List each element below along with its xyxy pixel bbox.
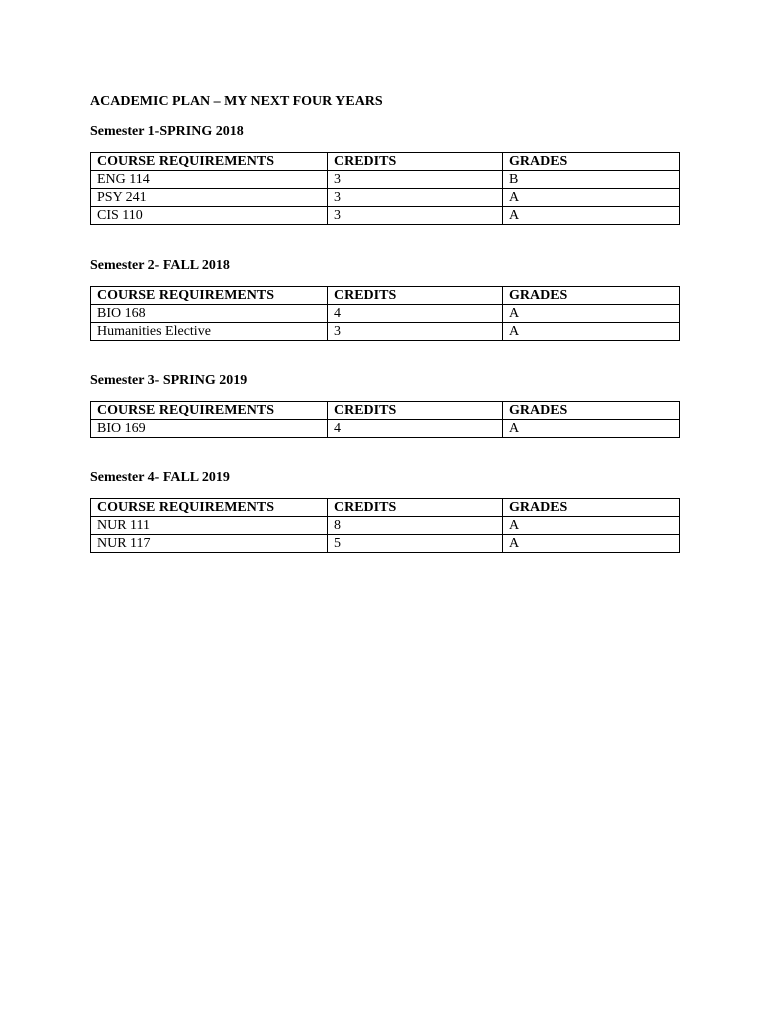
semester-1-heading: Semester 1-SPRING 2018 [90, 124, 244, 139]
table-header-row [91, 287, 680, 305]
grade-cell: A [503, 323, 680, 341]
header-credits: CREDITS [328, 402, 503, 420]
course-cell: Humanities Elective [91, 323, 328, 341]
credits-cell: 3 [328, 323, 503, 341]
credits-cell: 3 [328, 171, 503, 189]
table-row [91, 517, 680, 535]
header-grades: GRADES [503, 287, 680, 305]
credits-cell: 3 [328, 207, 503, 225]
semester-3-heading: Semester 3- SPRING 2019 [90, 373, 248, 388]
header-course-requirements: COURSE REQUIREMENTS [91, 499, 328, 517]
credits-cell: 4 [328, 420, 503, 438]
header-course-requirements: COURSE REQUIREMENTS [91, 287, 328, 305]
credits-cell: 5 [328, 535, 503, 553]
semester-4-table [90, 498, 680, 553]
credits-cell: 3 [328, 189, 503, 207]
header-grades: GRADES [503, 153, 680, 171]
semester-2-table [90, 286, 680, 341]
course-cell: BIO 169 [91, 420, 328, 438]
header-credits: CREDITS [328, 287, 503, 305]
course-cell: ENG 114 [91, 171, 328, 189]
table-header-row [91, 153, 680, 171]
header-credits: CREDITS [328, 153, 503, 171]
grade-cell: A [503, 189, 680, 207]
header-grades: GRADES [503, 402, 680, 420]
header-credits: CREDITS [328, 499, 503, 517]
grade-cell: A [503, 535, 680, 553]
credits-cell: 8 [328, 517, 503, 535]
document-title: ACADEMIC PLAN – MY NEXT FOUR YEARS [90, 94, 383, 109]
grade-cell: A [503, 420, 680, 438]
grade-cell: A [503, 517, 680, 535]
semester-4-heading: Semester 4- FALL 2019 [90, 470, 230, 485]
course-cell: CIS 110 [91, 207, 328, 225]
semester-2-heading: Semester 2- FALL 2018 [90, 258, 230, 273]
semester-3-table [90, 401, 680, 438]
course-cell: NUR 117 [91, 535, 328, 553]
grade-cell: B [503, 171, 680, 189]
table-row [91, 207, 680, 225]
course-cell: PSY 241 [91, 189, 328, 207]
table-header-row [91, 499, 680, 517]
semester-1-table [90, 152, 680, 225]
course-cell: NUR 111 [91, 517, 328, 535]
course-cell: BIO 168 [91, 305, 328, 323]
header-grades: GRADES [503, 499, 680, 517]
header-course-requirements: COURSE REQUIREMENTS [91, 153, 328, 171]
table-row [91, 535, 680, 553]
table-row [91, 420, 680, 438]
table-row [91, 323, 680, 341]
table-row [91, 171, 680, 189]
grade-cell: A [503, 305, 680, 323]
credits-cell: 4 [328, 305, 503, 323]
grade-cell: A [503, 207, 680, 225]
header-course-requirements: COURSE REQUIREMENTS [91, 402, 328, 420]
table-header-row [91, 402, 680, 420]
table-row [91, 189, 680, 207]
table-row [91, 305, 680, 323]
